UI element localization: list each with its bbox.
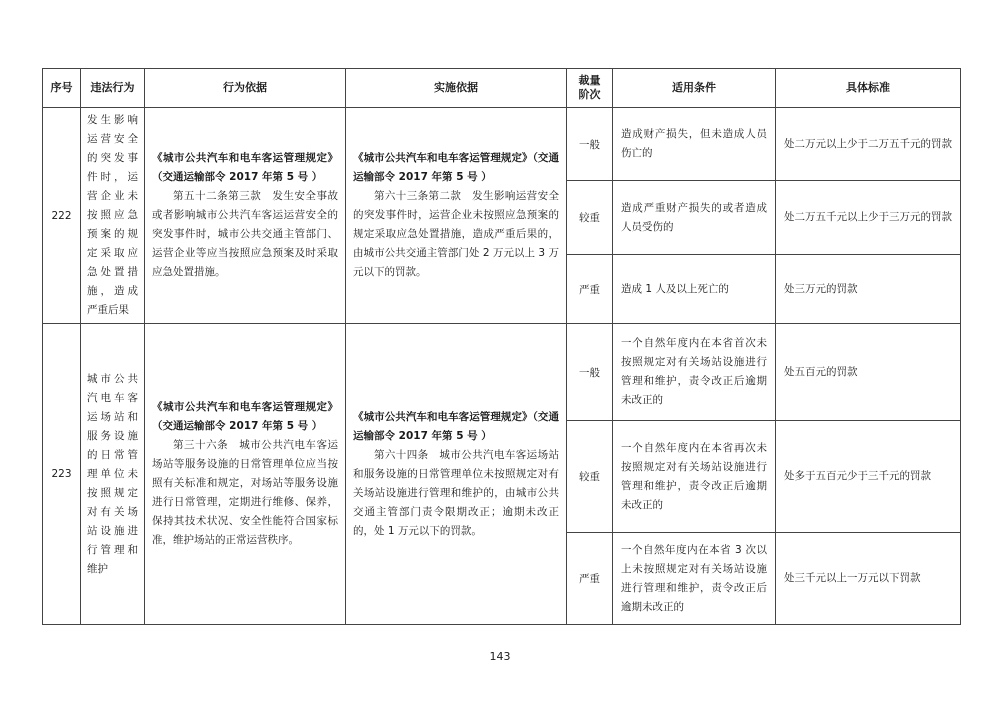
- level-cell: 严重: [567, 533, 613, 625]
- level-cell: 一般: [567, 108, 613, 181]
- page-number: 143: [489, 650, 511, 663]
- condition-cell: 造成严重财产损失的或者造成人员受伤的: [613, 181, 776, 255]
- condition-cell: 一个自然年度内在本省再次未按照规定对有关场站设施进行管理和维护，责令改正后逾期未改正的: [613, 421, 776, 533]
- row-seq: 222: [43, 108, 81, 324]
- standard-cell: 处三万元的罚款: [776, 255, 961, 324]
- standard-cell: 处三千元以上一万元以下罚款: [776, 533, 961, 625]
- row-violation: 城市公共汽电车客运场站和服务设施的日常管理单位未按照规定对有关场站设施进行管理和维护: [81, 324, 145, 625]
- header-level: [567, 69, 613, 108]
- standard-cell: 处五百元的罚款: [776, 324, 961, 421]
- level-cell: 较重: [567, 181, 613, 255]
- row-seq: 223: [43, 324, 81, 625]
- act-law-text: 第三十六条 城市公共汽电车客运场站等服务设施的日常管理单位应当按照有关标准和规定，对场站等服务设施进行日常管理，定期进行维修、保养，保持其技术状况、安全性能符合国家标准，维护场站的正常运营秩序。: [152, 439, 338, 546]
- table-header-row: [43, 69, 961, 108]
- row-impl-basis: [346, 324, 567, 625]
- impl-law-text: 第六十四条 城市公共汽电车客运场站和服务设施的日常管理单位未按照规定对有关场站设施进行管理和维护的，由城市公共交通主管部门责令限期改正；逾期未改正的，处 1 万元以下的罚款。: [353, 448, 559, 537]
- act-law-title: 《城市公共汽车和电车客运管理规定》（交通运输部令 2017 年第 5 号 ）: [152, 152, 338, 183]
- row-impl-basis: [346, 108, 567, 324]
- header-level-line2: 阶次: [578, 88, 601, 101]
- row-violation: 发生影响运营安全的突发事件时，运营企业未按照应急预案的规定采取应急处置措施，造成严重后果: [81, 108, 145, 324]
- header-violation: 违法行为: [81, 69, 145, 108]
- condition-cell: 一个自然年度内在本省首次未按照规定对有关场站设施进行管理和维护，责令改正后逾期未改正的: [613, 324, 776, 421]
- level-cell: 一般: [567, 324, 613, 421]
- level-cell: 严重: [567, 255, 613, 324]
- condition-cell: 造成财产损失，但未造成人员伤亡的: [613, 108, 776, 181]
- standard-cell: 处二万五千元以上少于三万元的罚款: [776, 181, 961, 255]
- impl-law-title: 《城市公共汽车和电车客运管理规定》（交通运输部令 2017 年第 5 号 ）: [353, 410, 559, 442]
- condition-cell: 一个自然年度内在本省 3 次以上未按照规定对有关场站设施进行管理和维护，责令改正后逾期未改正的: [613, 533, 776, 625]
- row-act-basis: [145, 324, 346, 625]
- standard-cell: 处二万元以上少于二万五千元的罚款: [776, 108, 961, 181]
- row-act-basis: [145, 108, 346, 324]
- header-seq: 序号: [43, 69, 81, 108]
- penalty-standards-table: [42, 68, 961, 625]
- impl-law-text: 第六十三条第二款 发生影响运营安全的突发事件时，运营企业未按照应急预案的规定采取应急处置措施，造成严重后果的，由城市公共交通主管部门处 2 万元以上 3 万元以下的罚款。: [353, 190, 559, 278]
- act-law-title: 《城市公共汽车和电车客运管理规定》（交通运输部令 2017 年第 5 号 ）: [152, 401, 338, 432]
- standard-cell: 处多于五百元少于三千元的罚款: [776, 421, 961, 533]
- header-condition: 适用条件: [613, 69, 776, 108]
- table-row: [43, 324, 961, 421]
- table-row: [43, 108, 961, 181]
- condition-cell: 造成 1 人及以上死亡的: [613, 255, 776, 324]
- header-act-basis: 行为依据: [145, 69, 346, 108]
- act-law-text: 第五十二条第三款 发生安全事故或者影响城市公共汽车客运运营安全的突发事件时，城市公共交通主管部门、运营企业等应当按照应急预案及时采取应急处置措施。: [152, 190, 338, 278]
- impl-law-title: 《城市公共汽车和电车客运管理规定》（交通运输部令 2017 年第 5 号 ）: [353, 152, 559, 183]
- header-level-line1: 裁量: [578, 74, 601, 87]
- header-standard: 具体标准: [776, 69, 961, 108]
- header-impl-basis: 实施依据: [346, 69, 567, 108]
- level-cell: 较重: [567, 421, 613, 533]
